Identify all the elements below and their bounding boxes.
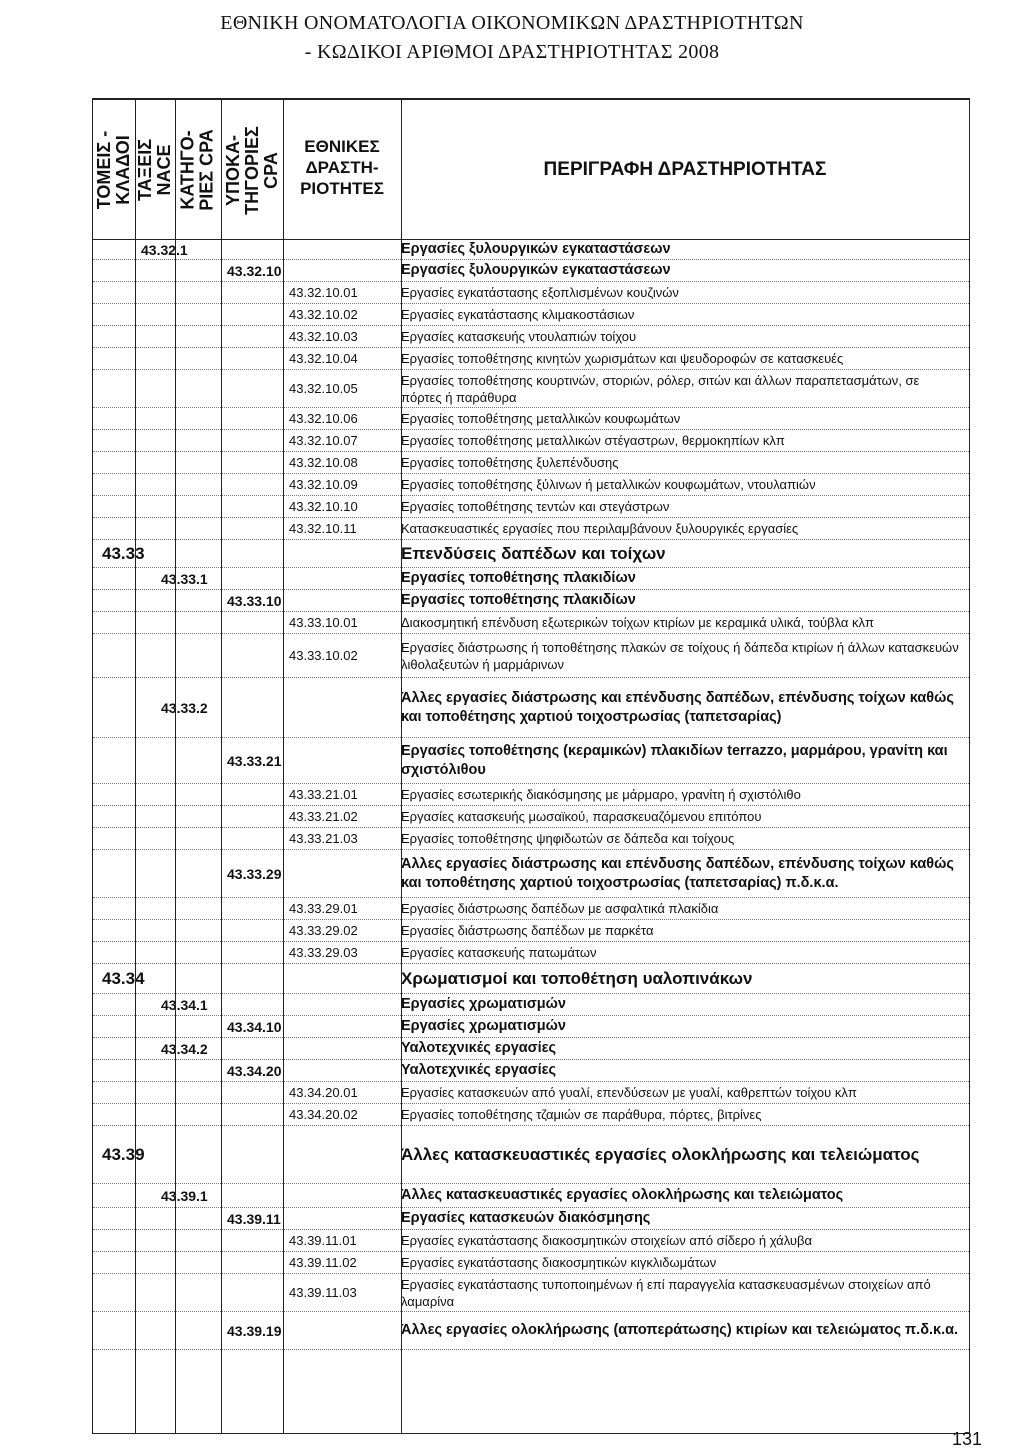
page-number: 131 xyxy=(952,1429,983,1449)
table-row xyxy=(93,994,969,1016)
activity-code: 43.34.20 xyxy=(227,1062,282,1079)
activity-codes-table xyxy=(92,98,970,1434)
activity-description: Επενδύσεις δαπέδων και τοίχων xyxy=(401,544,666,563)
table-row xyxy=(93,568,969,590)
table-row xyxy=(93,1274,969,1312)
table-row xyxy=(93,612,969,634)
activity-description: Υαλοτεχνικές εργασίες xyxy=(401,1062,557,1078)
activity-description: Εργασίες εγκατάστασης διακοσμητικών στοιχείων από σίδερο ή χάλυβα xyxy=(401,1233,812,1248)
activity-description: Εργασίες χρωματισμών xyxy=(401,996,566,1012)
table-row xyxy=(93,850,969,898)
activity-description: Κατασκευαστικές εργασίες που περιλαμβάνουν ξυλουργικές εργασίες xyxy=(401,521,799,536)
column-header-sectors: ΤΟΜΕΙΣ - ΚΛΑΔΟΙ xyxy=(94,130,133,210)
table-row xyxy=(93,282,969,304)
table-row xyxy=(93,1312,969,1350)
table-row xyxy=(93,1252,969,1274)
activity-code: 43.39.1 xyxy=(161,1187,208,1204)
table-row xyxy=(93,678,969,738)
activity-code: 43.33.21.01 xyxy=(289,787,358,802)
activity-code: 43.32.10.01 xyxy=(289,285,358,300)
activity-code: 43.34.20.01 xyxy=(289,1085,358,1100)
activity-description: Χρωματισμοί και τοποθέτηση υαλοπινάκων xyxy=(401,969,753,988)
activity-description: Εργασίες τοποθέτησης πλακιδίων xyxy=(401,570,636,586)
activity-code: 43.33 xyxy=(102,543,145,563)
activity-code: 43.39.11 xyxy=(227,1210,281,1227)
activity-code: 43.34 xyxy=(102,968,145,988)
activity-code: 43.33.21 xyxy=(227,752,282,769)
activity-description: Εργασίες κατασκευής πατωμάτων xyxy=(401,945,597,960)
table-row xyxy=(93,518,969,540)
activity-code: 43.34.10 xyxy=(227,1018,282,1035)
activity-description: Άλλες εργασίες ολοκλήρωσης (αποπεράτωσης) κτιρίων και τελειώματος π.δ.κ.α. xyxy=(401,1322,959,1338)
activity-code: 43.39.11.01 xyxy=(289,1233,357,1248)
table-row xyxy=(93,738,969,784)
table-row xyxy=(93,260,969,282)
activity-code: 43.39 xyxy=(102,1144,145,1164)
table-row xyxy=(93,898,969,920)
activity-description: Εργασίες κατασκευών από γυαλί, επενδύσεων με γυαλί, καθρεπτών τοίχου κλπ xyxy=(401,1085,857,1100)
table-row xyxy=(93,1208,969,1230)
table-row xyxy=(93,452,969,474)
activity-code: 43.33.2 xyxy=(161,699,208,716)
table-row xyxy=(93,370,969,408)
activity-code: 43.39.11.03 xyxy=(289,1285,357,1300)
activity-description: Εργασίες τοποθέτησης ξυλεπένδυσης xyxy=(401,455,619,470)
activity-code: 43.33.29.02 xyxy=(289,923,358,938)
table-row xyxy=(93,496,969,518)
activity-code: 43.34.1 xyxy=(161,996,208,1013)
column-header-description: ΠΕΡΙΓΡΑΦΗ ΔΡΑΣΤΗΡΙΟΤΗΤΑΣ xyxy=(543,159,827,180)
table-row xyxy=(93,1184,969,1208)
activity-description: Εργασίες εγκατάστασης κλιμακοστάσιων xyxy=(401,307,635,322)
activity-description: Διακοσμητική επένδυση εξωτερικών τοίχων κτιρίων με κεραμικά υλικά, τούβλα κλπ xyxy=(401,615,875,630)
activity-description: Άλλες εργασίες διάστρωσης και επένδυσης δαπέδων, επένδυσης τοίχων καθώς και τοποθέτησης χαρτιού τοιχοστρωσίας (ταπετσαρίας) xyxy=(401,689,954,725)
activity-code: 43.32.1 xyxy=(141,241,188,258)
table-row xyxy=(93,474,969,496)
activity-code: 43.32.10.10 xyxy=(289,499,358,514)
table-row xyxy=(93,806,969,828)
activity-description: Εργασίες χρωματισμών xyxy=(401,1018,566,1034)
table-row xyxy=(93,240,969,260)
table-row xyxy=(93,784,969,806)
table-row xyxy=(93,1082,969,1104)
table-row xyxy=(93,1038,969,1060)
table-row xyxy=(93,348,969,370)
activity-code: 43.32.10.06 xyxy=(289,411,358,426)
document-title: ΕΘΝΙΚΗ ΟΝΟΜΑΤΟΛΟΓΙΑ ΟΙΚΟΝΟΜΙΚΩΝ ΔΡΑΣΤΗΡΙΟΤΗΤΩΝ xyxy=(220,12,804,34)
activity-description: Εργασίες εγκατάστασης τυποποιημένων ή επί παραγγελία κατασκευασμένων στοιχείων από λαμαρίνα xyxy=(401,1276,931,1309)
table-row xyxy=(93,408,969,430)
activity-description: Εργασίες τοποθέτησης (κεραμικών) πλακιδίων terrazzo, μαρμάρου, γρανίτη και σχιστόλιθου xyxy=(401,742,948,778)
activity-description: Εργασίες ξυλουργικών εγκαταστάσεων xyxy=(401,262,671,278)
table-row xyxy=(93,304,969,326)
activity-description: Άλλες κατασκευαστικές εργασίες ολοκλήρωσης και τελειώματος xyxy=(401,1145,920,1164)
activity-description: Άλλες εργασίες διάστρωσης και επένδυσης δαπέδων, επένδυσης τοίχων καθώς και τοποθέτησης χαρτιού τοιχοστρωσίας (ταπετσαρίας) π.δ.κ.α. xyxy=(401,855,954,891)
activity-description: Εργασίες ξυλουργικών εγκαταστάσεων xyxy=(401,241,671,257)
activity-code: 43.33.10 xyxy=(227,592,282,609)
activity-description: Άλλες κατασκευαστικές εργασίες ολοκλήρωσης και τελειώματος xyxy=(401,1187,844,1203)
table-row xyxy=(93,326,969,348)
table-row xyxy=(93,430,969,452)
activity-description: Εργασίες διάστρωσης δαπέδων με παρκέτα xyxy=(401,923,654,938)
activity-description: Εργασίες διάστρωσης ή τοποθέτησης πλακών σε τοίχους ή δάπεδα κτιρίων ή άλλων κατασκευών λιθολαξευτών ή μαρμάρινων xyxy=(401,639,959,672)
table-row xyxy=(93,1060,969,1082)
activity-description: Εργασίες κατασκευής ντουλαπιών τοίχου xyxy=(401,329,637,344)
table-row xyxy=(93,964,969,994)
column-header-categories: ΚΑΤΗΓΟ- ΡΙΕΣ CPA xyxy=(178,129,218,211)
activity-code: 43.33.1 xyxy=(161,570,208,587)
activity-description: Εργασίες τοποθέτησης πλακιδίων xyxy=(401,592,636,608)
activity-description: Εργασίες εγκατάστασης διακοσμητικών κιγκλιδωμάτων xyxy=(401,1255,717,1270)
activity-description: Εργασίες τοποθέτησης τεντών και στεγάστρων xyxy=(401,499,670,514)
activity-code: 43.32.10.03 xyxy=(289,329,358,344)
activity-description: Εργασίες τοποθέτησης μεταλλικών κουφωμάτων xyxy=(401,411,681,426)
table-row xyxy=(93,1230,969,1252)
activity-description: Εργασίες εσωτερικής διακόσμησης με μάρμαρο, γρανίτη ή σχιστόλιθο xyxy=(401,787,801,802)
activity-code: 43.33.29 xyxy=(227,865,282,882)
activity-description: Υαλοτεχνικές εργασίες xyxy=(401,1040,557,1056)
table-row xyxy=(93,828,969,850)
activity-description: Εργασίες τοποθέτησης κουρτινών, στοριών, ρόλερ, σιτών και άλλων παραπετασμάτων, σε πόρτες ή παράθυρα xyxy=(401,372,920,405)
activity-code: 43.33.21.03 xyxy=(289,831,358,846)
table-row xyxy=(93,634,969,678)
activity-code: 43.32.10.05 xyxy=(289,381,358,396)
activity-code: 43.34.20.02 xyxy=(289,1107,358,1122)
column-header-national: ΕΘΝΙΚΕΣ ΔΡΑΣΤΗ- ΡΙΟΤΗΤΕΣ xyxy=(300,137,384,198)
activity-code: 43.39.19 xyxy=(227,1322,282,1339)
table-row xyxy=(93,942,969,964)
table-row xyxy=(93,1016,969,1038)
activity-code: 43.33.10.02 xyxy=(289,648,358,663)
activity-code: 43.33.21.02 xyxy=(289,809,358,824)
activity-code: 43.33.10.01 xyxy=(289,615,358,630)
activity-code: 43.32.10 xyxy=(227,262,282,279)
table-header xyxy=(93,100,969,240)
activity-code: 43.39.11.02 xyxy=(289,1255,357,1270)
column-header-subcategories: ΥΠΟΚΑ- ΤΗΓΟΡΙΕΣ CPA xyxy=(222,125,281,215)
column-header-classes: ΤΑΞΕΙΣ NACE xyxy=(135,138,174,202)
activity-code: 43.32.10.07 xyxy=(289,433,358,448)
activity-code: 43.32.10.11 xyxy=(289,521,357,536)
table-row xyxy=(93,1126,969,1184)
activity-code: 43.33.29.03 xyxy=(289,945,358,960)
activity-description: Εργασίες τοποθέτησης μεταλλικών στέγαστρων, θερμοκηπίων κλπ xyxy=(401,433,785,448)
activity-description: Εργασίες διάστρωσης δαπέδων με ασφαλτικά πλακίδια xyxy=(401,901,719,916)
activity-description: Εργασίες εγκατάστασης εξοπλισμένων κουζινών xyxy=(401,285,679,300)
document-subtitle: - ΚΩΔΙΚΟΙ ΑΡΙΘΜΟΙ ΔΡΑΣΤΗΡΙΟΤΗΤΑΣ 2008 xyxy=(304,41,720,63)
activity-description: Εργασίες τοποθέτησης κινητών χωρισμάτων και ψευδοροφών σε κατασκευές xyxy=(401,351,844,366)
activity-description: Εργασίες τοποθέτησης ξύλινων ή μεταλλικών κουφωμάτων, ντουλαπιών xyxy=(401,477,816,492)
activity-code: 43.32.10.02 xyxy=(289,307,358,322)
table-row xyxy=(93,1104,969,1126)
table-row xyxy=(93,540,969,568)
activity-code: 43.32.10.09 xyxy=(289,477,358,492)
activity-description: Εργασίες τοποθέτησης ψηφιδωτών σε δάπεδα και τοίχους xyxy=(401,831,735,846)
table-row xyxy=(93,590,969,612)
activity-code: 43.33.29.01 xyxy=(289,901,358,916)
activity-description: Εργασίες κατασκευής μωσαϊκού, παρασκευαζόμενου επιτόπου xyxy=(401,809,762,824)
activity-description: Εργασίες τοποθέτησης τζαμιών σε παράθυρα, πόρτες, βιτρίνες xyxy=(401,1107,762,1122)
activity-description: Εργασίες κατασκευών διακόσμησης xyxy=(401,1210,651,1226)
activity-code: 43.34.2 xyxy=(161,1040,208,1057)
activity-code: 43.32.10.08 xyxy=(289,455,358,470)
activity-code: 43.32.10.04 xyxy=(289,351,358,366)
table-row xyxy=(93,920,969,942)
